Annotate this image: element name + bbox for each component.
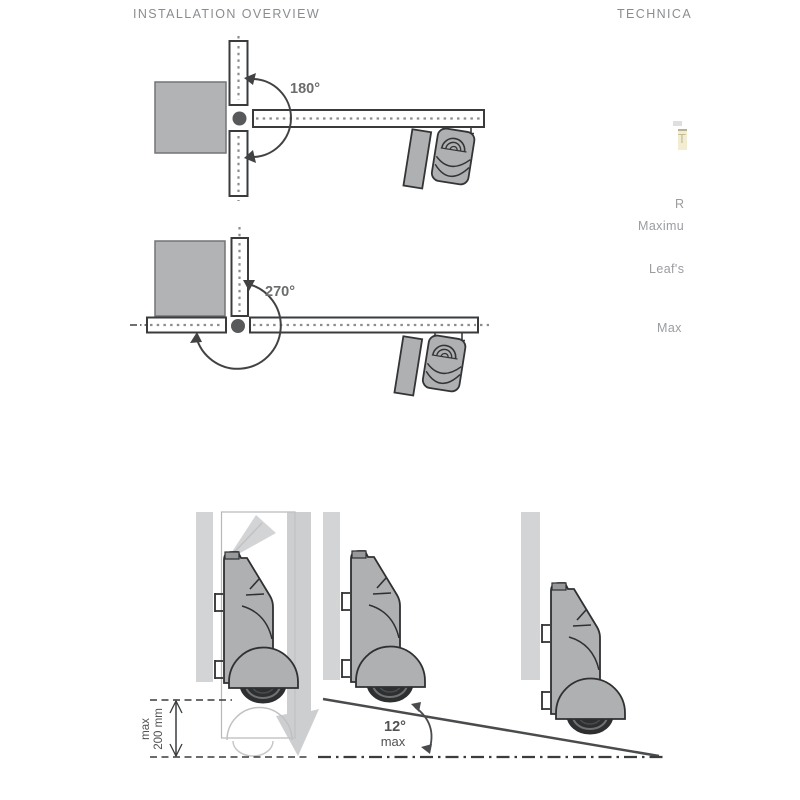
operator-top-view: [403, 123, 475, 195]
angle-label-180: 180°: [290, 81, 320, 97]
operator-top-view: [394, 330, 466, 402]
spec-label-fragment: R: [675, 197, 685, 211]
wall-post: [196, 512, 213, 682]
page-title-installation-overview: INSTALLATION OVERVIEW: [133, 7, 321, 21]
wall-post: [323, 512, 340, 680]
slope-max-label: max: [380, 734, 406, 749]
operator-side-view: [215, 552, 298, 703]
hinge-pivot: [231, 319, 245, 333]
spec-label-fragment: Leaf's: [649, 262, 685, 276]
travel-arrow-down-icon: [276, 512, 319, 756]
ghost-wheel: [233, 741, 273, 756]
gate-pillar: [155, 241, 225, 316]
gate-leaf-right: [250, 318, 478, 333]
angle-label-270: 270°: [265, 284, 295, 300]
gate-leaf-closed: [253, 110, 484, 127]
slope-angle-arc: [415, 707, 432, 751]
wall-post: [521, 512, 540, 680]
hinge-pivot: [233, 112, 247, 126]
clearance-label-max: max: [140, 718, 152, 740]
operator-side-view: [542, 583, 625, 734]
operator-side-view: [342, 551, 425, 702]
diagram-270-swing: [130, 227, 489, 402]
arc-arrowhead: [421, 744, 432, 754]
ground-diagrams: [140, 512, 663, 757]
spec-label-fragment: Max: [657, 321, 682, 335]
clearance-label-200mm: 200 mm: [153, 708, 165, 750]
arc-arrowhead: [190, 332, 202, 343]
highlighted-text-fragment: T: [678, 129, 687, 150]
diagram-180-swing: [155, 36, 484, 201]
page-title-technical: TECHNICA: [617, 7, 693, 21]
spec-label-fragment: Maximu: [638, 219, 685, 233]
slope-angle-label: 12°: [384, 719, 406, 735]
gate-pillar: [155, 82, 226, 153]
